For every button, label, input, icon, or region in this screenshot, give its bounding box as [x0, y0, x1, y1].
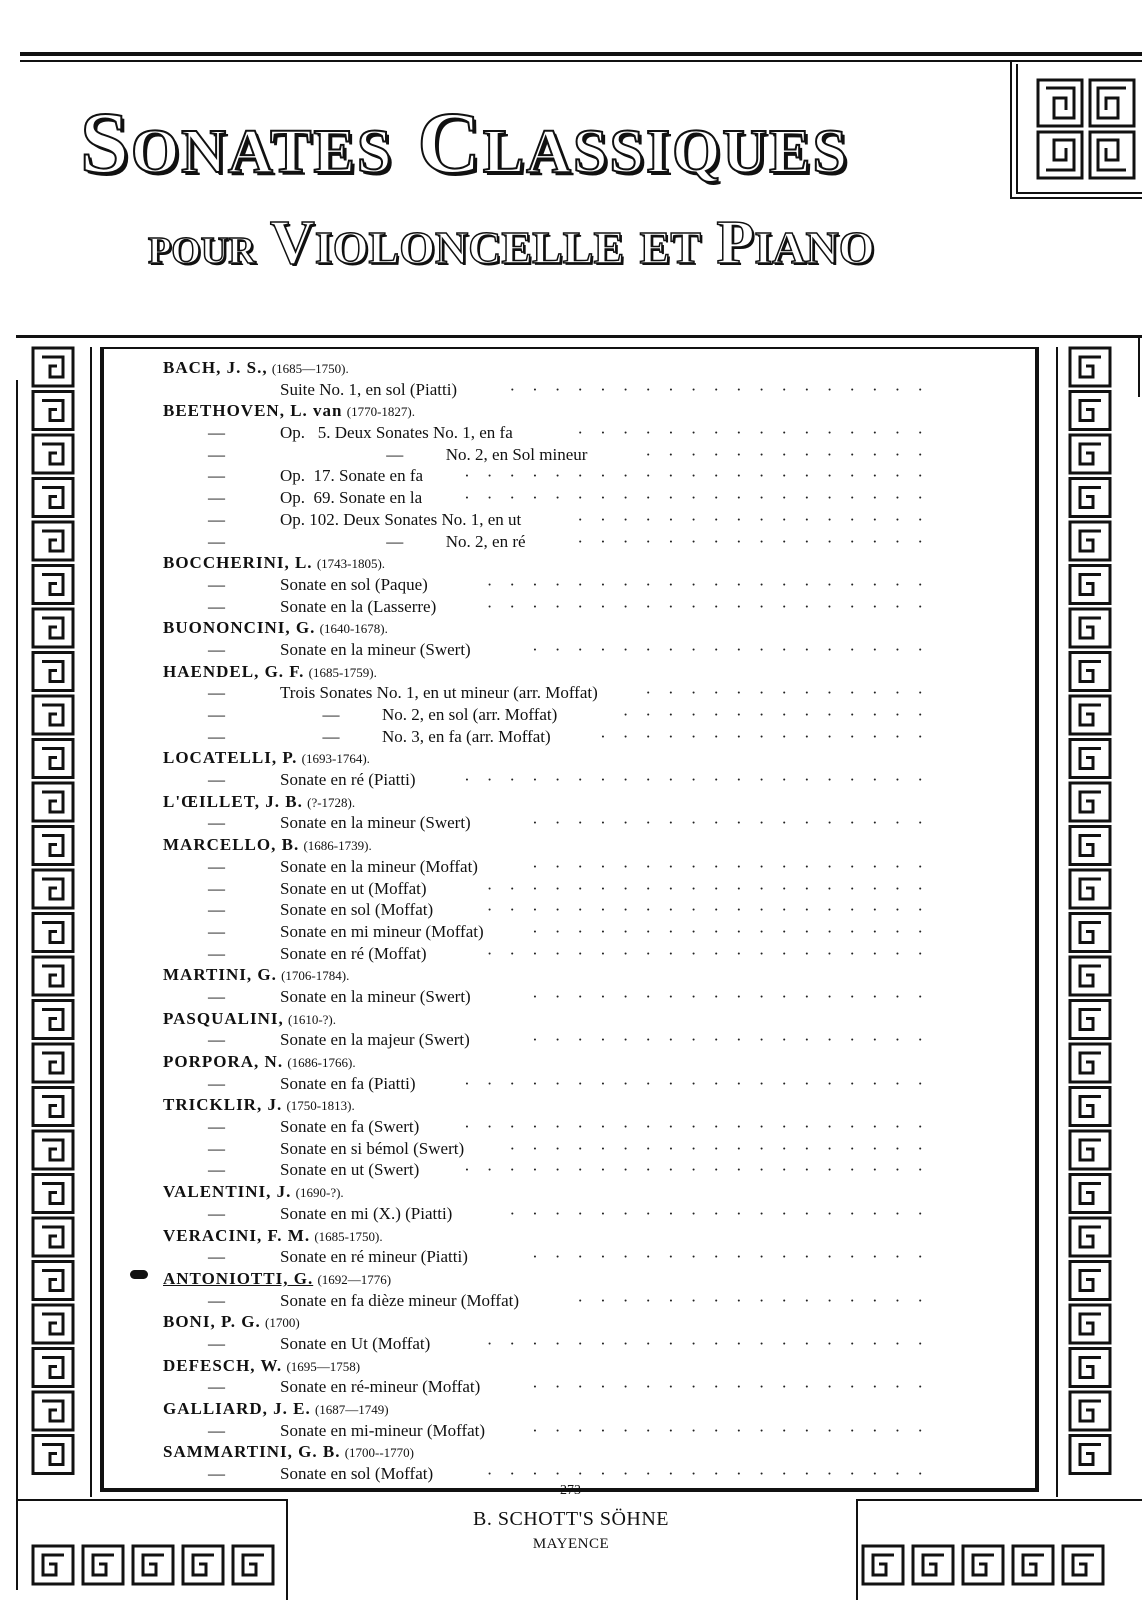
composer-dates: (1693-1764).: [301, 751, 370, 767]
composer-dates: (?-1728).: [307, 794, 356, 810]
ditto-dash: —: [208, 596, 225, 616]
work-title: Sonate en Ut (Moffat): [280, 1333, 431, 1353]
greek-key-icon: [33, 435, 73, 473]
ditto-dash: —: [208, 705, 225, 724]
composer-name: HAENDEL, G. F.: [163, 661, 305, 681]
composer-row: [163, 1268, 923, 1290]
composer-dates: (1685-1759).: [308, 664, 377, 680]
composer-dates: (1770-1827).: [346, 404, 415, 420]
composer-row: [163, 1398, 923, 1420]
work-row: [163, 1029, 923, 1051]
work-row: [163, 1138, 923, 1160]
work-row: [163, 487, 923, 509]
ditto-dash: —: [208, 444, 225, 464]
composer-dates: (1685—1750).: [271, 361, 349, 376]
greek-key-ornament-icon: [1036, 78, 1136, 180]
work-row: [163, 1333, 923, 1355]
work-row: [163, 812, 923, 834]
right-greek-key-border-icon: [1065, 345, 1115, 1495]
composer-name: BUONONCINI, G.: [163, 618, 316, 638]
work-title: Sonate en la mineur (Swert): [280, 813, 471, 833]
greek-key-icon: [33, 609, 73, 647]
work-row: [163, 1116, 923, 1138]
greek-key-icon: [963, 1546, 1003, 1584]
subtitle-main: VIOLONCELLE ET PIANO: [270, 209, 875, 277]
ditto-dash: —: [208, 531, 225, 551]
composer-row: [163, 1225, 923, 1247]
ditto-dash: —: [208, 856, 225, 876]
work-title: Sonate en sol (Moffat): [280, 900, 434, 920]
composer-name: LOCATELLI, P.: [163, 748, 298, 768]
work-title: Sonate en mi (X.) (Piatti): [280, 1203, 453, 1223]
work-row: [163, 769, 923, 791]
work-title: Sonate en ut (Moffat): [280, 878, 427, 898]
greek-key-icon: [33, 1001, 73, 1039]
greek-key-icon: [33, 957, 73, 995]
greek-key-icon: [1070, 392, 1110, 430]
greek-key-icon: [1070, 1088, 1110, 1126]
composer-dates: (1695—1758): [286, 1358, 361, 1374]
composer-row: [163, 617, 923, 639]
work-title: Sonate en la mineur (Swert): [280, 639, 471, 659]
greek-key-icon: [33, 1175, 73, 1213]
work-row: [163, 574, 923, 596]
title-word: SONATES: [80, 95, 394, 192]
greek-key-icon: [913, 1546, 953, 1584]
work-title: Suite No. 1, en sol (Piatti): [280, 379, 458, 399]
greek-key-icon: [1070, 1131, 1110, 1169]
list-frame-right-outer: [1056, 347, 1058, 1497]
ditto-dash: —: [208, 1377, 225, 1397]
leader-dots: · · · · · · · · · · · · · · · · · · · · ·: [464, 770, 923, 790]
work-title: Sonate en sol (Moffat): [280, 1464, 434, 1484]
composer-name: PORPORA, N.: [163, 1052, 284, 1071]
composer-name: BACH, J. S.,: [163, 358, 268, 377]
work-title: — No. 2, en sol (arr. Moffat): [280, 705, 558, 724]
composer-name: GALLIARD, J. E.: [163, 1399, 311, 1418]
composer-name: PASQUALINI,: [163, 1008, 284, 1028]
greek-key-icon: [33, 1349, 73, 1387]
composer-name: VALENTINI, J.: [163, 1182, 292, 1202]
greek-key-icon: [1063, 1546, 1103, 1584]
work-title: Sonate en la mineur (Moffat): [280, 856, 478, 876]
composer-dates: (1700--1770): [344, 1445, 415, 1461]
leader-dots: · · · · · · · · · · · · · · · ·: [577, 423, 923, 443]
work-title: Sonate en ré (Moffat): [280, 943, 427, 963]
composer-name: BONI, P. G.: [163, 1312, 261, 1332]
composer-row: [163, 834, 923, 856]
work-title: Sonate en si bémol (Swert): [280, 1138, 465, 1158]
composer-name: MARTINI, G.: [163, 965, 277, 985]
work-row: [163, 1420, 923, 1442]
greek-key-icon: [1070, 957, 1110, 995]
greek-key-icon: [1070, 1001, 1110, 1039]
leader-dots: · · · · · · · · · · · · · · · · · · · ·: [486, 943, 923, 963]
leader-dots: · · · · · · · · · · · · · ·: [622, 705, 923, 724]
leader-dots: · · · · · · · · · · · · · · · · · ·: [532, 986, 923, 1006]
top-right-frame-inner-bottom: [1016, 192, 1142, 194]
work-row: [163, 1463, 923, 1485]
ditto-dash: —: [208, 574, 225, 594]
work-title: Sonate en la majeur (Swert): [280, 1030, 470, 1050]
ditto-dash: —: [208, 1117, 225, 1137]
top-right-frame-bottom: [1010, 197, 1142, 199]
greek-key-icon: [1070, 522, 1110, 560]
leader-dots: · · · · · · · · · · · · · · ·: [600, 726, 923, 746]
greek-key-icon: [1070, 1218, 1110, 1256]
greek-key-icon: [1070, 1044, 1110, 1082]
ditto-dash: —: [208, 1203, 225, 1223]
composer-dates: (1692—1776): [317, 1271, 392, 1287]
work-title: Sonate en mi mineur (Moffat): [280, 921, 484, 941]
title-word: CLASSIQUES: [417, 95, 849, 192]
greek-key-icon: [1070, 609, 1110, 647]
leader-dots: · · · · · · · · · · · · · · · · · ·: [532, 813, 923, 833]
work-title: Sonate en ré-mineur (Moffat): [280, 1377, 481, 1397]
leader-dots: · · · · · · · · · · · · · · · ·: [577, 509, 923, 529]
composer-dates: (1687—1749): [314, 1402, 389, 1417]
work-row: [163, 943, 923, 965]
composer-row: [163, 1008, 923, 1030]
composer-name: SAMMARTINI, G. B.: [163, 1442, 341, 1462]
composer-dates: (1690-?).: [295, 1185, 344, 1201]
work-title: — No. 2, en Sol mineur: [280, 444, 588, 464]
work-title: Sonate en ré mineur (Piatti): [280, 1247, 468, 1267]
margin-marker: [130, 1270, 148, 1279]
leader-dots: · · · · · · · · · · · · ·: [645, 683, 923, 703]
work-row: [163, 444, 923, 466]
work-row: [163, 465, 923, 487]
top-right-frame-left: [1010, 60, 1012, 198]
ditto-dash: —: [208, 1030, 225, 1050]
composer-row: [163, 1441, 923, 1463]
ditto-dash: —: [208, 423, 225, 443]
work-row: [163, 1073, 923, 1095]
composer-dates: (1640-1678).: [319, 621, 388, 637]
ditto-dash: —: [208, 1420, 225, 1440]
composer-name: DEFESCH, W.: [163, 1355, 283, 1375]
greek-key-icon: [33, 566, 73, 604]
ditto-dash: —: [208, 509, 225, 529]
greek-key-icon: [33, 696, 73, 734]
ditto-dash: —: [208, 943, 225, 963]
list-frame-right-inner: [1035, 347, 1039, 1490]
left-greek-key-border-icon: [28, 345, 78, 1495]
page-subtitle: [148, 209, 988, 277]
leader-dots: · · · · · · · · · · · · · · · · · ·: [532, 1420, 923, 1440]
greek-key-icon: [33, 1392, 73, 1430]
greek-key-icon: [33, 914, 73, 952]
composer-row: [163, 1355, 923, 1377]
greek-key-icon: [33, 392, 73, 430]
leader-dots: · · · · · · · · · · · · · · · · · · · · ·: [464, 466, 923, 486]
work-title: Sonate en fa (Piatti): [280, 1073, 416, 1093]
leader-dots: · · · · · · · · · · · · ·: [645, 444, 923, 464]
greek-key-icon: [863, 1546, 903, 1584]
greek-key-icon: [1070, 1349, 1110, 1387]
leader-dots: · · · · · · · · · · · · · · · · · · · · ·: [464, 1073, 923, 1093]
leader-dots: · · · · · · · · · · · · · · · · · · · ·: [486, 900, 923, 920]
bottom-right-greek-key-border-icon: [860, 1535, 1116, 1597]
leader-dots: · · · · · · · · · · · · · · · · · · · ·: [486, 574, 923, 594]
greek-key-icon: [33, 1088, 73, 1126]
list-frame-left-outer: [90, 347, 92, 1497]
sonata-catalogue-list: [163, 357, 923, 1485]
leader-dots: · · · · · · · · · · · · · · · · · ·: [532, 639, 923, 659]
greek-key-icon: [133, 1546, 173, 1584]
composer-dates: (1706-1784).: [281, 968, 350, 984]
greek-key-icon: [1070, 1305, 1110, 1343]
greek-key-icon: [1013, 1546, 1053, 1584]
composer-name: BOCCHERINI, L.: [163, 553, 313, 573]
composer-name: L'ŒILLET, J. B.: [163, 791, 303, 811]
greek-key-icon: [1070, 1392, 1110, 1430]
greek-key-icon: [1070, 1436, 1110, 1474]
composer-row: [163, 357, 923, 379]
greek-key-icon: [33, 870, 73, 908]
work-row: [163, 899, 923, 921]
work-row: [163, 921, 923, 943]
work-row: [163, 1246, 923, 1268]
leader-dots: · · · · · · · · · · · · · · · ·: [577, 531, 923, 551]
greek-key-icon: [1070, 740, 1110, 778]
work-title: Sonate en la mineur (Swert): [280, 986, 471, 1006]
work-row: [163, 1159, 923, 1181]
composer-dates: (1686-1766).: [287, 1055, 356, 1070]
ditto-dash: —: [208, 986, 225, 1006]
list-frame-bottom-outer: [16, 1499, 286, 1501]
work-row: [163, 639, 923, 661]
greek-key-icon: [33, 1044, 73, 1082]
leader-dots: · · · · · · · · · · · · · · · · · · · · ·: [464, 488, 923, 508]
ditto-dash: —: [208, 466, 225, 486]
work-row: [163, 856, 923, 878]
work-title: Sonate en ré (Piatti): [280, 770, 416, 790]
ditto-dash: —: [208, 1160, 225, 1180]
greek-key-icon: [1070, 348, 1110, 386]
work-row: [163, 531, 923, 553]
ditto-dash: —: [208, 488, 225, 508]
leader-dots: · · · · · · · · · · · · · · · · · ·: [532, 1377, 923, 1397]
composer-row: [163, 1094, 923, 1116]
publisher-box-right: [856, 1499, 858, 1600]
publisher-name: B. SCHOTT'S SÖHNE: [472, 1508, 670, 1530]
work-title: Sonate en fa (Swert): [280, 1117, 420, 1137]
top-rule: [20, 52, 1142, 56]
ditto-dash: —: [208, 878, 225, 898]
leader-dots: · · · · · · · · · · · · · · · · · · · ·: [486, 878, 923, 898]
top-right-frame-inner: [1016, 64, 1018, 192]
ditto-dash: —: [208, 770, 225, 790]
composer-name: VERACINI, F. M.: [163, 1225, 311, 1245]
greek-key-icon: [33, 479, 73, 517]
greek-key-icon: [33, 522, 73, 560]
composer-row: [163, 747, 923, 769]
work-title: Sonate en mi-mineur (Moffat): [280, 1420, 486, 1440]
leader-dots: · · · · · · · · · · · · · · · · · ·: [532, 1030, 923, 1050]
work-title: Sonate en sol (Paque): [280, 574, 428, 594]
composer-row: [163, 791, 923, 813]
greek-key-icon: [1070, 827, 1110, 865]
composer-name: ANTONIOTTI, G.: [163, 1268, 314, 1288]
ditto-dash: —: [208, 921, 225, 941]
composer-row: [163, 1311, 923, 1333]
composer-row: [163, 1181, 923, 1203]
ditto-dash: —: [208, 1138, 225, 1158]
work-title: — No. 3, en fa (arr. Moffat): [280, 726, 551, 746]
leader-dots: · · · · · · · · · · · · · · · · · · ·: [509, 1138, 923, 1158]
ditto-dash: —: [208, 1073, 225, 1093]
page-title: [80, 95, 950, 192]
work-row: [163, 422, 923, 444]
composer-dates: (1685-1750).: [314, 1228, 383, 1244]
composer-name: TRICKLIR, J.: [163, 1095, 283, 1115]
greek-key-icon: [1070, 1262, 1110, 1300]
leader-dots: · · · · · · · · · · · · · · · · · · · · ·: [464, 1117, 923, 1137]
subtitle-prefix: POUR: [148, 230, 256, 272]
work-title: — No. 2, en ré: [280, 531, 526, 551]
leader-dots: · · · · · · · · · · · · · · · ·: [577, 1290, 923, 1310]
greek-key-icon: [1070, 914, 1110, 952]
composer-dates: (1686-1739).: [303, 838, 372, 854]
ditto-dash: —: [208, 1464, 225, 1484]
ditto-dash: —: [208, 683, 225, 703]
composer-dates: (1700): [265, 1315, 300, 1331]
bottom-left-greek-key-border-icon: [30, 1535, 286, 1597]
work-title: Op. 17. Sonate en fa: [280, 466, 424, 486]
work-title: Op. 69. Sonate en la: [280, 488, 423, 508]
composer-row: [163, 964, 923, 986]
work-row: [163, 509, 923, 531]
greek-key-icon: [1070, 783, 1110, 821]
greek-key-icon: [33, 1305, 73, 1343]
ditto-dash: —: [208, 639, 225, 659]
greek-key-icon: [183, 1546, 223, 1584]
greek-key-icon: [233, 1546, 273, 1584]
leader-dots: · · · · · · · · · · · · · · · · · · · · ·: [464, 1160, 923, 1180]
work-title: Sonate en fa dièze mineur (Moffat): [280, 1290, 520, 1310]
work-title: Op. 102. Deux Sonates No. 1, en ut: [280, 509, 522, 529]
list-frame-bottom-outer-r: [856, 1499, 1142, 1501]
greek-key-icon: [1070, 870, 1110, 908]
leader-dots: · · · · · · · · · · · · · · · · · · ·: [509, 379, 923, 399]
work-row: [163, 878, 923, 900]
work-row: [163, 986, 923, 1008]
greek-key-icon: [1070, 479, 1110, 517]
greek-key-icon: [33, 740, 73, 778]
greek-key-icon: [33, 827, 73, 865]
greek-key-icon: [1070, 653, 1110, 691]
list-frame-top2: [100, 347, 1038, 349]
publisher-city: MAYENCE: [532, 1536, 610, 1552]
ditto-dash: —: [208, 726, 225, 746]
work-row: [163, 596, 923, 618]
greek-key-icon: [33, 653, 73, 691]
leader-dots: · · · · · · · · · · · · · · · · · ·: [532, 921, 923, 941]
greek-key-icon: [33, 1131, 73, 1169]
ditto-dash: —: [208, 900, 225, 920]
list-frame-left-inner: [100, 347, 104, 1490]
right-edge-line: [1138, 337, 1140, 397]
greek-key-icon: [1070, 435, 1110, 473]
top-rule-thin: [20, 60, 1142, 62]
composer-name: MARCELLO, B.: [163, 835, 300, 855]
leader-dots: · · · · · · · · · · · · · · · · · ·: [532, 856, 923, 876]
ditto-dash: —: [208, 1333, 225, 1353]
greek-key-icon: [33, 1218, 73, 1256]
composer-dates: (1743-1805).: [316, 556, 386, 572]
greek-key-icon: [33, 1436, 73, 1474]
work-title: Sonate en la (Lasserre): [280, 596, 437, 616]
left-edge-line: [16, 380, 18, 1590]
work-title: Op. 5. Deux Sonates No. 1, en fa: [280, 423, 513, 443]
leader-dots: · · · · · · · · · · · · · · · · · ·: [532, 1247, 923, 1267]
work-row: [163, 1376, 923, 1398]
work-row: [163, 682, 923, 704]
composer-name: BEETHOVEN, L. van: [163, 401, 343, 421]
ditto-dash: —: [208, 1290, 225, 1310]
greek-key-icon: [1070, 1175, 1110, 1213]
greek-key-icon: [83, 1546, 123, 1584]
greek-key-icon: [33, 1546, 73, 1584]
composer-row: [163, 661, 923, 683]
composer-row: [163, 1051, 923, 1073]
greek-key-icon: [33, 783, 73, 821]
work-row: [163, 1290, 923, 1312]
work-title: Sonate en ut (Swert): [280, 1160, 420, 1180]
page-number: 273: [560, 1483, 581, 1498]
list-frame-top: [16, 335, 1142, 338]
work-row: [163, 704, 923, 726]
composer-dates: (1610-?).: [287, 1011, 336, 1027]
ditto-dash: —: [208, 813, 225, 833]
greek-key-icon: [33, 348, 73, 386]
leader-dots: · · · · · · · · · · · · · · · · · · · ·: [486, 1333, 923, 1353]
leader-dots: · · · · · · · · · · · · · · · · · · · ·: [486, 1464, 923, 1484]
work-title: Trois Sonates No. 1, en ut mineur (arr. Moffat): [280, 683, 598, 703]
leader-dots: · · · · · · · · · · · · · · · · · · ·: [509, 1203, 923, 1223]
composer-dates: (1750-1813).: [286, 1098, 355, 1114]
leader-dots: · · · · · · · · · · · · · · · · · · · ·: [486, 596, 923, 616]
greek-key-icon: [33, 1262, 73, 1300]
ditto-dash: —: [208, 1247, 225, 1267]
work-row: [163, 379, 923, 401]
work-row: [163, 1203, 923, 1225]
greek-key-icon: [1070, 696, 1110, 734]
composer-row: [163, 400, 923, 422]
greek-key-icon: [1070, 566, 1110, 604]
work-row: [163, 726, 923, 748]
composer-row: [163, 552, 923, 574]
